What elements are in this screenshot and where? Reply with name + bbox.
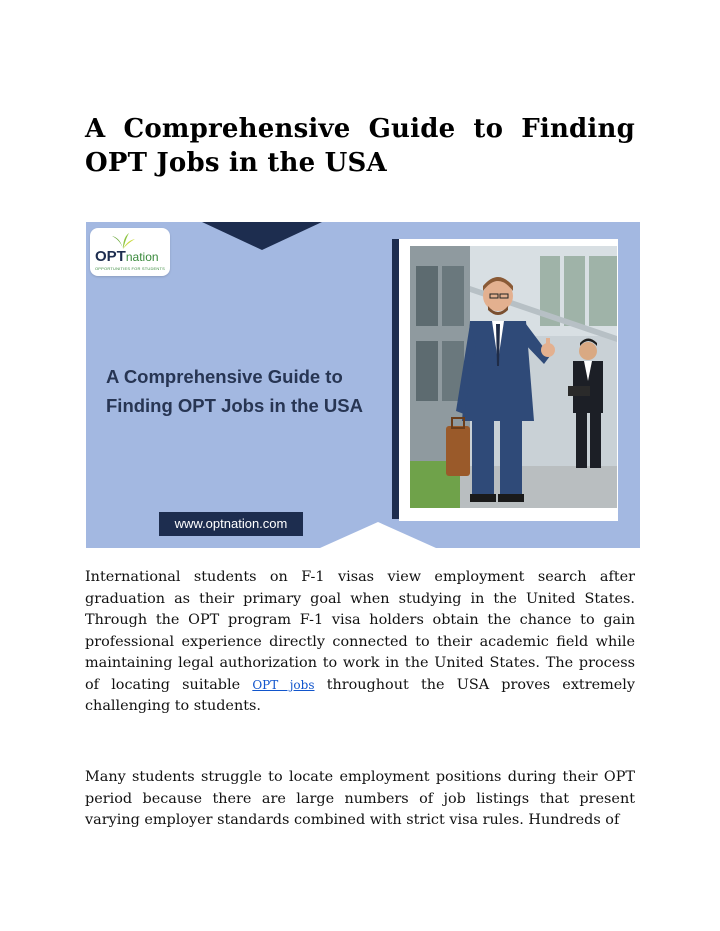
second-paragraph: Many students struggle to locate employment positions during their OPT period because there are large numbers of job listings that present varying employer standards combined with strict visa rules. Hundreds of (85, 769, 635, 828)
logo-brand-suffix: nation (125, 250, 159, 264)
logo-brand-main: OPT (95, 248, 126, 265)
article-banner-image (86, 222, 640, 548)
businessmen-photo (410, 246, 617, 508)
banner-bottom-notch (320, 522, 436, 548)
banner-heading: A Comprehensive Guide to Finding OPT Jobs in the USA (106, 366, 363, 416)
intro-text-before-link: International students on F-1 visas view employment search after graduation as their primary goal when studying in the United States. Through the OPT program F-1 visa holders obtain the chance to gain professional experience directly connected to their academic field while maintaining legal authorization to work in the United States. The process of locating suitable (85, 569, 635, 693)
page-title: A Comprehensive Guide to Finding OPT Jobs in the USA (85, 114, 635, 178)
opt-jobs-link[interactable]: OPT jobs (252, 677, 315, 692)
logo-tagline: OPPORTUNITIES FOR STUDENTS (95, 266, 166, 271)
logo-wordmark (95, 248, 169, 265)
businessmen-photo-icon (410, 246, 617, 508)
banner-top-notch (202, 222, 322, 250)
banner-url: www.optnation.com (159, 512, 303, 536)
optnation-logo (90, 228, 170, 276)
intro-text-after-link: throughout the USA proves extremely challenging to students. (85, 676, 636, 714)
intro-paragraph (85, 567, 635, 718)
photo-frame (392, 239, 618, 519)
photo-frame-border (399, 239, 618, 521)
